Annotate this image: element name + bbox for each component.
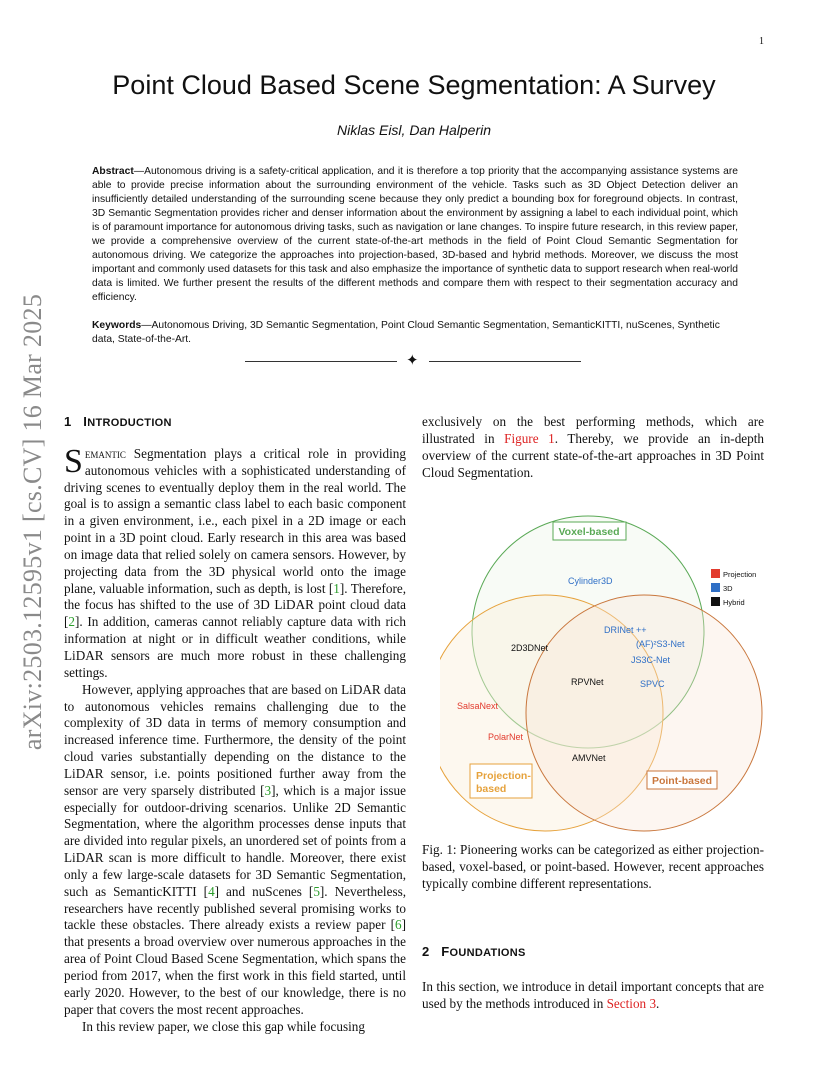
voxel-based-label: Voxel-based xyxy=(558,526,620,538)
right-column-text xyxy=(422,414,764,481)
section-separator xyxy=(245,352,585,370)
dropcap: S xyxy=(64,442,83,480)
projection-based-label: Projection-based xyxy=(476,770,531,795)
legend-swatch-projection xyxy=(711,569,720,578)
text-span: ] that presents a broad overview over numerous approaches in the area of Point Cloud Based Scene Segmentation, which spans the period from 2017, when the first work in this field started, until early 2020. However, to the best of our knowledge, there is no paper that covers the most recent approaches. xyxy=(64,917,406,1017)
left-column xyxy=(64,414,406,1035)
method-cylinder3d: Cylinder3D xyxy=(568,576,613,586)
text-span: ], which is a major issue especially for outdoor-driving scenarios. Unlike 2D Semantic Segmentation, where the algorithm processes dense inputs that are divided into regular pixels, an unordered set of points from a LiDAR scan is more difficult to handle. Moreover, there exist only a few large-scale datasets for 3D Semantic Segmentation, such as SemanticKITTI [ xyxy=(64,782,406,899)
intro-paragraph-3: In this review paper, we close this gap while focusing xyxy=(82,1018,365,1034)
separator-line-right xyxy=(429,361,581,362)
intro-paragraph-2 xyxy=(64,682,406,1019)
dropcap-smallcaps: emantic xyxy=(84,445,126,461)
method-2d3dnet: 2D3DNet xyxy=(511,643,549,653)
keywords xyxy=(92,319,738,347)
method-af2s3net: (AF)²S3-Net xyxy=(636,639,685,649)
arxiv-watermark xyxy=(18,282,48,762)
section-link[interactable]: Section 3 xyxy=(606,995,657,1011)
text-span: However, applying approaches that are based on LiDAR data to autonomous vehicles remains challenging due to the complexity of 3D data in terms of memory consumption and increased inference time. Furthermore, the density of the point cloud varies substantially depending on the distance to the LiDAR sensor, i.e. points positioned further away from the sensor are very sparsely distributed [ xyxy=(64,681,406,798)
section-title-rest: NTRODUCTION xyxy=(87,417,172,429)
figure-legend xyxy=(711,569,756,607)
citation-link[interactable]: 6 xyxy=(395,917,402,933)
legend-swatch-3d xyxy=(711,583,720,592)
method-js3cnet: JS3C-Net xyxy=(631,655,671,665)
abstract xyxy=(92,165,738,305)
legend-label-projection: Projection xyxy=(723,570,757,579)
intro-paragraph-1 xyxy=(64,442,406,682)
foundations-paragraph xyxy=(422,979,764,1013)
legend-label-3d: 3D xyxy=(723,584,733,593)
method-salsanext: SalsaNext xyxy=(457,701,499,711)
abstract-label: Abstract xyxy=(92,166,134,177)
figure-caption: Fig. 1: Pioneering works can be categorized as either projection-based, voxel-based, or point-based. However, recent approaches typically combine different representations. xyxy=(422,842,764,891)
figure-link[interactable]: Figure 1 xyxy=(504,430,555,446)
section-number: 2 xyxy=(422,944,430,959)
paper-title: Point Cloud Based Scene Segmentation: A Survey xyxy=(112,70,716,100)
separator-line-left xyxy=(245,361,397,362)
section-title-first-letter: F xyxy=(441,944,450,959)
legend-swatch-hybrid xyxy=(711,597,720,606)
citation-link[interactable]: 1 xyxy=(333,580,340,596)
page-number: 1 xyxy=(759,36,764,47)
separator-star-icon: ✦ xyxy=(406,353,419,369)
section-heading-foundations xyxy=(422,944,764,967)
citation-link[interactable]: 2 xyxy=(68,614,75,630)
method-amvnet: AMVNet xyxy=(572,753,606,763)
paper-authors: Niklas Eisl, Dan Halperin xyxy=(336,122,492,138)
section-number: 1 xyxy=(64,414,72,429)
citation-link[interactable]: 3 xyxy=(264,782,272,798)
text-span: . Thereby, we provide an in-depth overview of the current state-of-the-art approaches in 3D Point Cloud Segmentation. xyxy=(422,430,764,480)
section-heading-introduction xyxy=(64,414,406,432)
method-spvc: SPVC xyxy=(640,679,665,689)
point-based-label: Point-based xyxy=(651,775,713,787)
method-polarnet: PolarNet xyxy=(488,732,524,742)
method-rpvnet: RPVNet xyxy=(571,677,604,687)
keywords-text: —Autonomous Driving, 3D Semantic Segmentation, Point Cloud Semantic Segmentation, SemanticKITTI, nuScenes, Synthetic data, State-of-the-Art. xyxy=(92,320,720,345)
text-span: In this section, we introduce in detail important concepts that are used by the methods introduced in xyxy=(422,979,764,1011)
keywords-label: Keywords xyxy=(92,320,142,331)
method-drinet: DRINet ++ xyxy=(604,625,647,635)
citation-link[interactable]: 4 xyxy=(208,883,215,899)
text-span: exclusively on the best performing methods, which are illustrated in xyxy=(422,414,764,446)
text-span: ]. Therefore, the focus has shifted to the use of 3D LiDAR point cloud data [ xyxy=(64,580,406,630)
text-span: Segmentation plays a critical role in providing autonomous vehicles with a sophisticated understanding of driving scenes to eventually deploy them in the real world. The goal is to assign a semantic class label to each basic component in a given environment, i.e., each pixel in a 2D image or each point in a 3D point cloud. Early research in this area was based on image data that relied solely on camera sensors. However, by projecting data from the 3D physical world onto the image plane, valuable information, such as depth, is lost [ xyxy=(64,445,406,596)
venn-diagram-figure xyxy=(440,506,766,834)
section-title-rest: OUNDATIONS xyxy=(449,947,526,959)
abstract-text: —Autonomous driving is a safety-critical application, and it is therefore a top priority that the accompanying assistance systems are able to provide precise information about the surrounding environment of the vehicle. Tasks such as 3D Object Detection deliver an insufficiently detailed understanding of the surrounding scene because they only predict a bounding box for foreground objects. In contrast, 3D Semantic Segmentation provides richer and denser information about the environment by assigning a label to each individual point, which is of paramount importance for autonomous driving tasks, such as navigation or lane changes. To inspire future research, in this review paper, we provide a comprehensive overview of the current state-of-the-art methods in the field of Point Cloud Semantic Segmentation for autonomous driving. We categorize the approaches into projection-based, 3D-based and hybrid methods. Moreover, we discuss the most important and commonly used datasets for this task and also emphasize the importance of synthetic data to support research when real-world data is limited. We further present the results of the different methods and compare them with respect to their segmentation accuracy and efficiency. xyxy=(92,166,738,303)
citation-link[interactable]: 5 xyxy=(313,883,320,899)
text-span: . xyxy=(656,995,660,1011)
text-span: ] and nuScenes [ xyxy=(214,883,314,899)
legend-label-hybrid: Hybrid xyxy=(723,598,745,607)
arxiv-id: arXiv:2503.12595v1 [cs.CV] 16 Mar 2025 xyxy=(18,293,47,751)
text-span: ]. In addition, cameras cannot reliably capture data with rich information at night or in difficult weather conditions, while LiDAR sensors are much more robust in these challenging settings. xyxy=(64,614,406,680)
text-span: ]. Nevertheless, researchers have recently published several promising works to tackle these obstacles. There already exists a review paper [ xyxy=(64,883,407,933)
section-title-first-letter: I xyxy=(83,414,88,429)
